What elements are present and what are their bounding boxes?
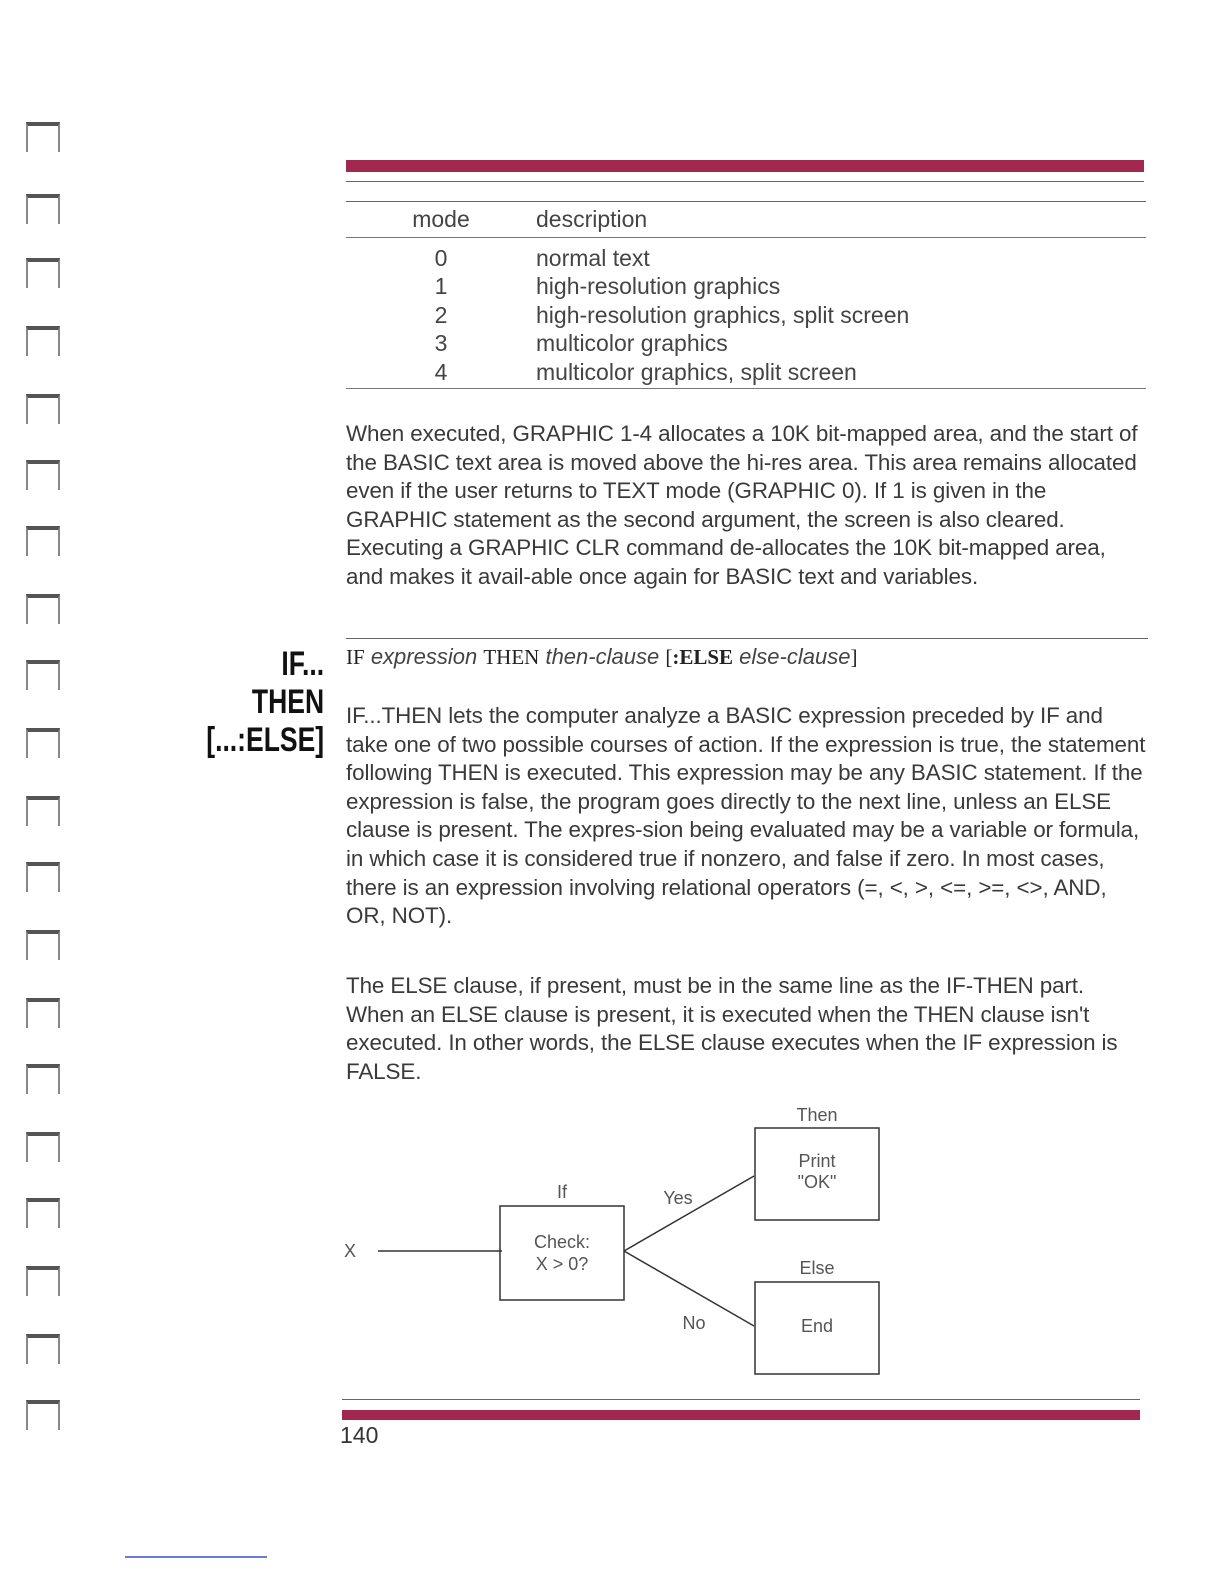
binding-hole xyxy=(26,594,60,624)
print-text-line2: "OK" xyxy=(797,1172,837,1192)
binding-hole xyxy=(26,660,60,690)
mode-cell: 3 xyxy=(434,330,448,356)
table-row xyxy=(346,301,1146,330)
else-description-paragraph: The ELSE clause, if present, must be in the same line as the IF-THEN part. When an ELSE clause is present, it is executed when the THEN clause isn't executed. In other words, the ELSE clause executes when the IF expression is FALSE. xyxy=(346,973,1118,1084)
column-header-mode: mode xyxy=(346,202,536,238)
if-then-description-paragraph: IF...THEN lets the computer analyze a BASIC expression preceded by IF and take one of two possible courses of action. If the expression is true, the statement following THEN is executed. This expression may be any BASIC statement. If the expression is false, the program goes directly to the next line, unless an ELSE clause is present. The expres-sion being evaluated may be a variable or formula, in which case it is considered true if nonzero, and false if zero. In most cases, there is an expression involving relational operators (=, <, >, <=, >=, <>, AND, OR, NOT). xyxy=(346,703,1146,929)
mode-cell: 4 xyxy=(346,358,536,389)
if-then-else-flow-diagram xyxy=(330,1100,910,1390)
syntax-else-clause: else-clause xyxy=(739,644,851,669)
table-top-rule xyxy=(346,201,1146,202)
column-header-description: description xyxy=(536,202,1146,238)
if-label: If xyxy=(556,1182,568,1202)
binding-hole xyxy=(26,930,60,960)
table-row xyxy=(346,244,1146,273)
no-label: No xyxy=(682,1313,706,1333)
check-text-line1: Check: xyxy=(533,1232,591,1252)
syntax-line xyxy=(346,644,857,670)
binding-hole xyxy=(26,796,60,826)
binding-hole xyxy=(26,258,60,288)
syntax-keyword-else: :ELSE xyxy=(672,645,734,669)
binding-hole xyxy=(26,1132,60,1162)
mode-cell: 0 xyxy=(434,244,448,271)
end-text: End xyxy=(800,1316,834,1336)
binding-hole xyxy=(26,728,60,758)
spiral-binding xyxy=(26,0,66,1584)
syntax-keyword-then: THEN xyxy=(483,645,540,669)
binding-hole xyxy=(26,460,60,490)
table-row xyxy=(346,329,1146,358)
diagram-input-label: X xyxy=(344,1241,357,1261)
mode-cell: 2 xyxy=(434,301,448,328)
binding-hole xyxy=(26,998,60,1028)
side-heading-line: THEN xyxy=(251,683,324,721)
binding-hole xyxy=(26,1064,60,1094)
syntax-then-clause: then-clause xyxy=(545,644,660,669)
then-label: Then xyxy=(796,1105,838,1125)
binding-hole xyxy=(26,326,60,356)
header-accent-bar xyxy=(346,160,1144,172)
binding-hole xyxy=(26,122,60,152)
syntax-close-bracket: ] xyxy=(850,645,858,669)
graphic-modes-table xyxy=(346,202,1146,389)
binding-hole xyxy=(26,1266,60,1296)
yes-label: Yes xyxy=(663,1188,693,1208)
description-cell: normal text xyxy=(536,244,650,271)
footer-accent-bar xyxy=(342,1410,1140,1420)
binding-hole xyxy=(26,526,60,556)
header-rule xyxy=(346,181,1144,182)
description-cell: multicolor graphics, split screen xyxy=(536,358,1146,389)
description-cell: multicolor graphics xyxy=(536,330,728,356)
description-cell: high-resolution graphics, split screen xyxy=(536,301,910,328)
section-side-heading xyxy=(206,645,324,759)
page-number: 140 xyxy=(340,1422,379,1448)
side-heading-line: [...:ELSE] xyxy=(206,721,324,759)
description-cell: high-resolution graphics xyxy=(536,273,781,299)
side-heading-line: IF... xyxy=(281,645,324,683)
table-row xyxy=(346,272,1146,301)
syntax-open-bracket: [ xyxy=(665,645,673,669)
binding-hole xyxy=(26,194,60,224)
syntax-expression: expression xyxy=(370,644,478,669)
binding-hole xyxy=(26,862,60,892)
binding-hole xyxy=(26,394,60,424)
binding-hole xyxy=(26,1198,60,1228)
check-text-line2: X > 0? xyxy=(535,1254,589,1274)
print-text-line1: Print xyxy=(798,1151,836,1171)
section-divider xyxy=(346,638,1148,639)
footer-rule xyxy=(342,1399,1140,1400)
syntax-keyword-if: IF xyxy=(346,645,365,669)
else-label: Else xyxy=(799,1258,835,1278)
binding-hole xyxy=(26,1334,60,1364)
graphic-description-paragraph: When executed, GRAPHIC 1-4 allocates a 10K bit-mapped area, and the start of the BASIC text area is moved above the hi-res area. This area remains allocated even if the user returns to TEXT mode (GRAPHIC 0). If 1 is given in the GRAPHIC statement as the second argument, the screen is also cleared. Executing a GRAPHIC CLR command de-allocates the 10K bit-mapped area, and makes it avail-able once again for BASIC text and variables. xyxy=(346,421,1138,589)
mode-cell: 1 xyxy=(434,273,448,299)
binding-hole xyxy=(26,1400,60,1430)
check-box xyxy=(500,1206,624,1300)
table-row xyxy=(346,358,1146,389)
scan-artifact-line xyxy=(125,1556,267,1558)
table-header-row xyxy=(346,202,1146,238)
